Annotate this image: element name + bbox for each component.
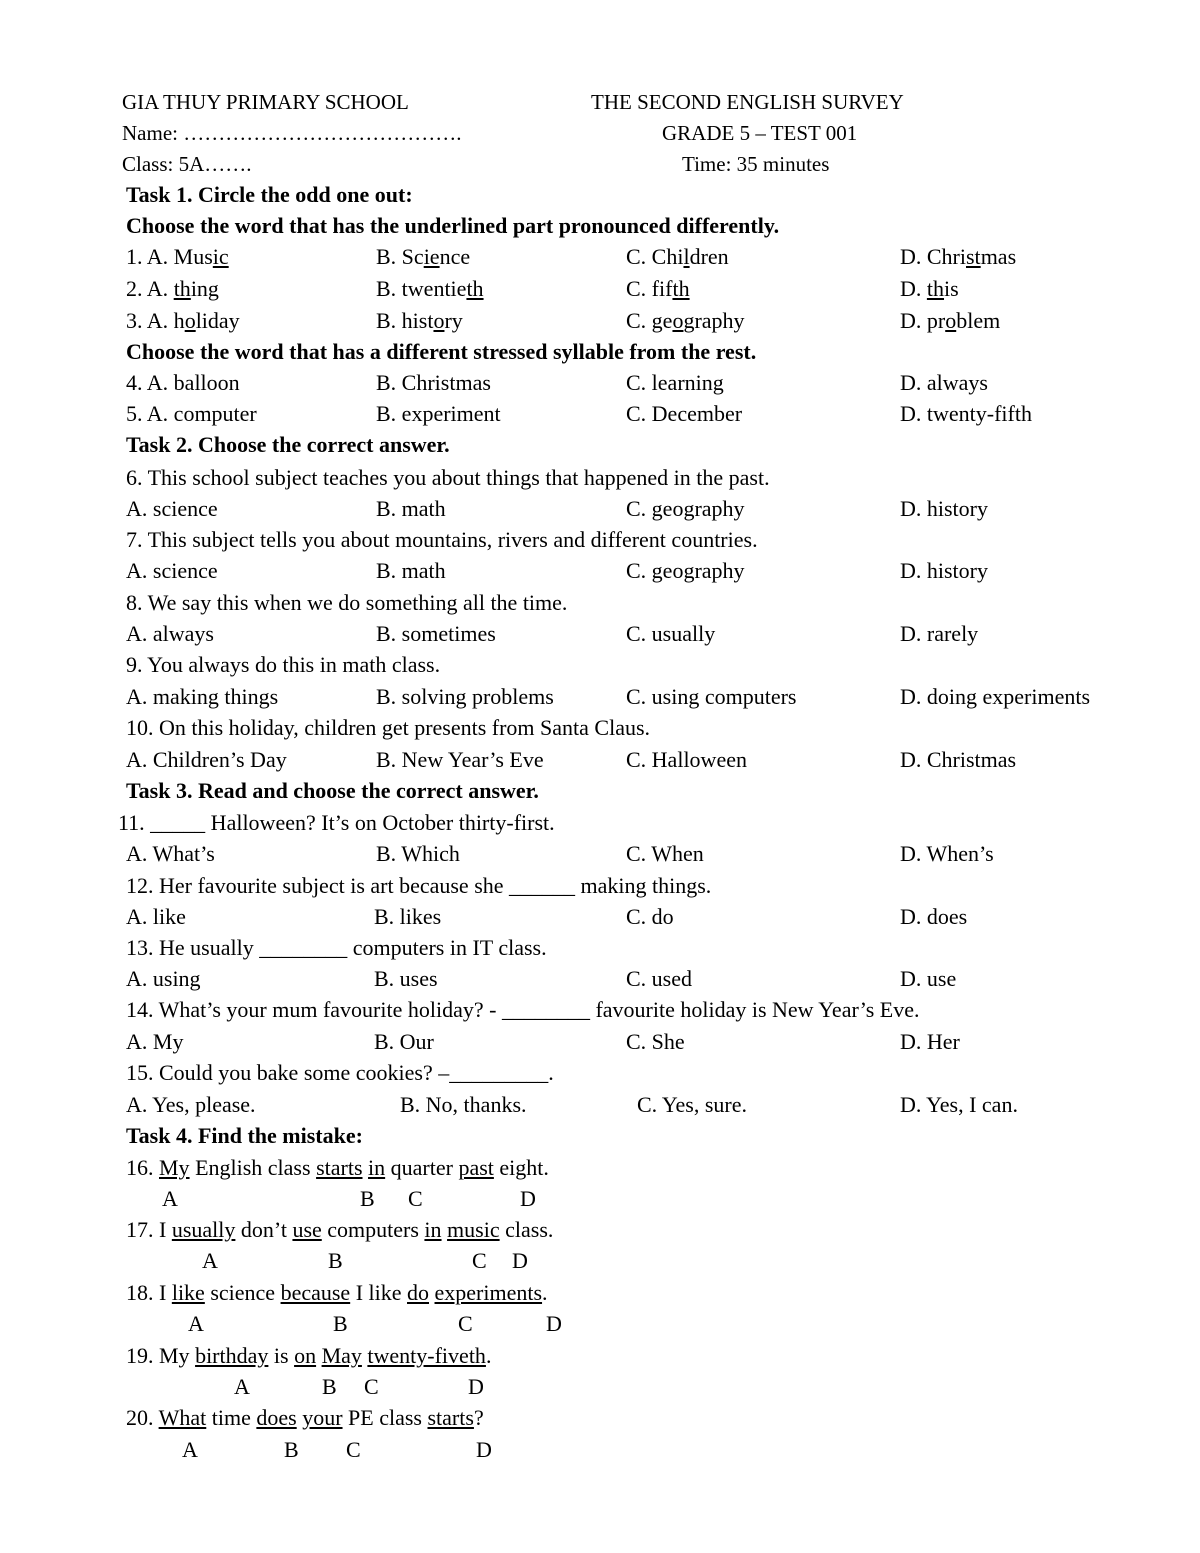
task1-instruction-stress: Choose the word that has a different stressed syllable from the rest. — [126, 339, 757, 364]
question-15: 15. Could you bake some cookies? –_________. — [126, 1060, 554, 1085]
grade-label: GRADE 5 – TEST 001 — [662, 121, 858, 145]
question-6: 6. This school subject teaches you about things that happened in the past. — [126, 465, 770, 490]
question-8: 8. We say this when we do something all the time. — [126, 590, 568, 615]
survey-title: THE SECOND ENGLISH SURVEY — [591, 90, 904, 114]
school-name: GIA THUY PRIMARY SCHOOL — [122, 90, 409, 114]
time-label: Time: 35 minutes — [682, 152, 830, 176]
task2-title: Task 2. Choose the correct answer. — [126, 432, 450, 457]
task1-title: Task 1. Circle the odd one out: — [126, 182, 413, 207]
question-9: 9. You always do this in math class. — [126, 652, 441, 677]
question-13: 13. He usually ________ computers in IT class. — [126, 935, 547, 960]
task3-title: Task 3. Read and choose the correct answer. — [126, 778, 539, 803]
question-17: 17. I usually don’t use computers in music class. — [126, 1217, 554, 1242]
question-7: 7. This subject tells you about mountains, rivers and different countries. — [126, 527, 758, 552]
task1-instruction-pronunciation: Choose the word that has the underlined part pronounced differently. — [126, 213, 780, 238]
question-19: 19. My birthday is on May twenty-fiveth. — [126, 1343, 492, 1368]
question-12: 12. Her favourite subject is art because she ______ making things. — [126, 873, 712, 898]
question-18: 18. I like science because I like do experiments. — [126, 1280, 548, 1305]
name-field: Name: …………………………………. — [122, 121, 462, 145]
question-20: 20. What time does your PE class starts? — [126, 1405, 484, 1430]
question-10: 10. On this holiday, children get presents from Santa Claus. — [126, 715, 651, 740]
question-16: 16. My English class starts in quarter past eight. — [126, 1155, 549, 1180]
question-11: 11. _____ Halloween? It’s on October thirty-first. — [118, 810, 555, 835]
class-field: Class: 5A……. — [122, 152, 252, 176]
task4-title: Task 4. Find the mistake: — [126, 1123, 363, 1148]
question-14: 14. What’s your mum favourite holiday? - ________ favourite holiday is New Year’s Eve. — [126, 997, 920, 1022]
